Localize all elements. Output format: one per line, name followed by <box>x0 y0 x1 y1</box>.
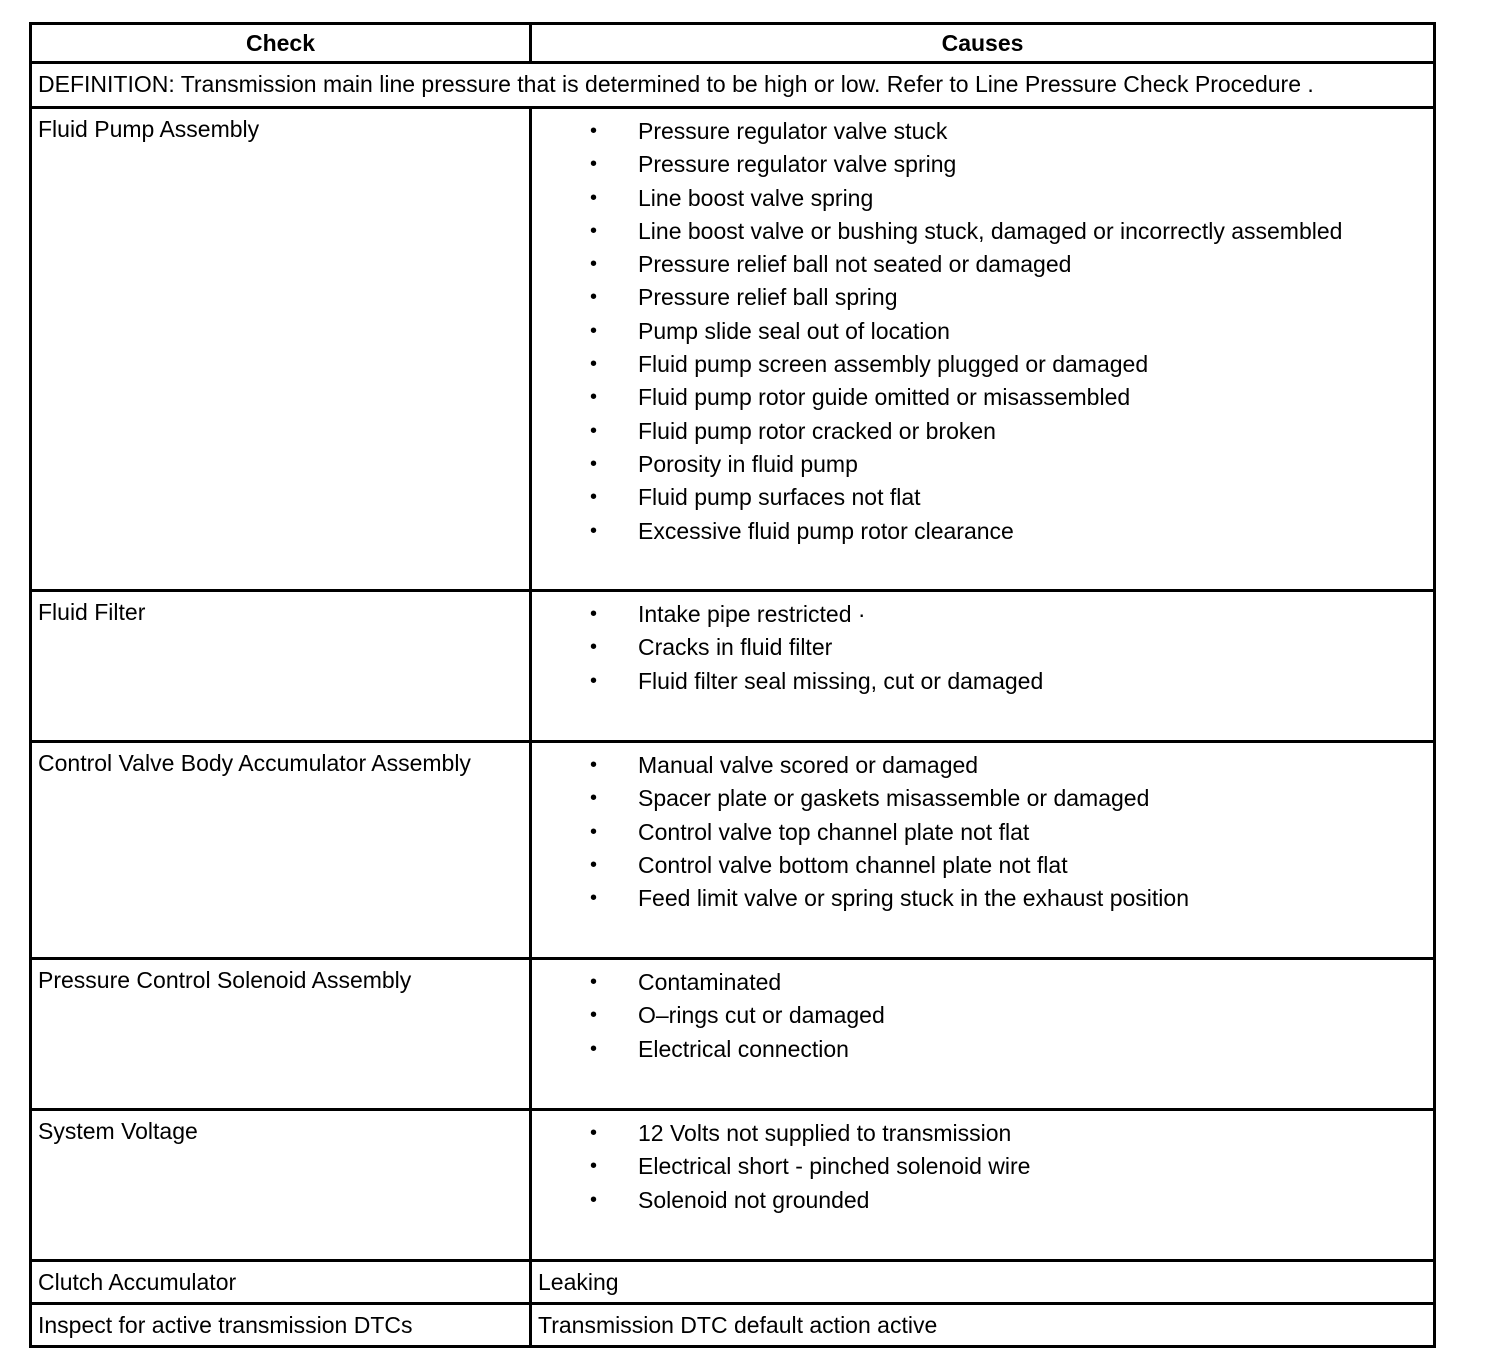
check-cell: Pressure Control Solenoid Assembly <box>31 959 531 1110</box>
causes-cell <box>531 1110 1435 1261</box>
cause-item <box>532 248 1433 281</box>
bullet-icon: • <box>590 1122 598 1144</box>
causes-cell <box>531 591 1435 742</box>
causes-cell <box>531 742 1435 959</box>
bullet-icon: • <box>590 386 598 409</box>
cause-text: O–rings cut or damaged <box>638 1002 885 1029</box>
cause-item <box>532 882 1433 915</box>
bullet-icon: • <box>590 1004 598 1027</box>
cause-item <box>532 481 1433 514</box>
bullet-icon: • <box>590 452 598 475</box>
cause-item <box>532 749 1433 782</box>
cause-item <box>532 631 1433 664</box>
cause-text: 12 Volts not supplied to transmission <box>638 1120 1012 1146</box>
cause-item <box>532 415 1433 448</box>
definition-row <box>31 63 1435 108</box>
cause-text: Fluid filter seal missing, cut or damaged <box>638 667 1044 694</box>
bullet-icon: • <box>590 186 598 209</box>
bullet-icon: • <box>590 153 598 176</box>
cause-text: Pressure regulator valve spring <box>638 151 957 178</box>
cause-text: Electrical short - pinched solenoid wire <box>638 1153 1031 1180</box>
causes-header: Causes <box>531 24 1435 63</box>
bullet-icon: • <box>590 120 598 142</box>
cause-item <box>532 665 1433 698</box>
bullet-icon: • <box>590 787 598 810</box>
bullet-icon: • <box>590 519 598 542</box>
check-cell: Fluid Pump Assembly <box>31 108 531 591</box>
cause-text: Pressure regulator valve stuck <box>638 118 948 144</box>
cause-text: Pressure relief ball not seated or damaged <box>638 251 1072 278</box>
cause-text: Feed limit valve or spring stuck in the exhaust position <box>638 885 1189 912</box>
bullet-icon: • <box>590 754 598 776</box>
bullet-icon: • <box>590 253 598 276</box>
cause-text: Porosity in fluid pump <box>638 450 858 477</box>
bullet-icon: • <box>590 853 598 876</box>
cause-cell: Transmission DTC default action active <box>531 1304 1435 1347</box>
bullet-icon: • <box>590 1037 598 1060</box>
bullet-icon: • <box>590 219 598 242</box>
bullet-icon: • <box>590 286 598 309</box>
cause-text: Fluid pump rotor guide omitted or misassembled <box>638 384 1131 411</box>
cause-text: Electrical connection <box>638 1035 849 1062</box>
check-header: Check <box>31 24 531 63</box>
bullet-icon: • <box>590 636 598 659</box>
causes-list <box>532 960 1433 1066</box>
check-cell: System Voltage <box>31 1110 531 1261</box>
cause-text: Line boost valve spring <box>638 184 874 211</box>
table-row-pressure-control <box>31 959 1435 1110</box>
cause-text: Fluid pump surfaces not flat <box>638 484 921 511</box>
causes-list <box>532 592 1433 698</box>
table-row-clutch-accumulator <box>31 1261 1435 1304</box>
cause-text: Fluid pump rotor cracked or broken <box>638 417 996 444</box>
table-row-fluid-filter <box>31 591 1435 742</box>
bullet-icon: • <box>590 669 598 692</box>
cause-item <box>532 1033 1433 1066</box>
cause-item <box>532 281 1433 314</box>
definition-text: DEFINITION: Transmission main line pressure that is determined to be high or low. Refer to Line Pressure Check Procedure . <box>31 63 1435 108</box>
cause-text: Excessive fluid pump rotor clearance <box>638 517 1014 544</box>
check-cell: Fluid Filter <box>31 591 531 742</box>
cause-item <box>532 999 1433 1032</box>
cause-text: Solenoid not grounded <box>638 1186 870 1213</box>
cause-text: Line boost valve or bushing stuck, damaged or incorrectly assembled <box>638 217 1343 244</box>
cause-item <box>532 348 1433 381</box>
cause-text: Manual valve scored or damaged <box>638 752 979 778</box>
cause-item <box>532 1184 1433 1217</box>
bullet-icon: • <box>590 1155 598 1178</box>
bullet-icon: • <box>590 971 598 993</box>
cause-item <box>532 515 1433 548</box>
bullet-icon: • <box>590 319 598 342</box>
check-cell: Clutch Accumulator <box>31 1261 531 1304</box>
diagnosis-table <box>29 22 1436 1348</box>
cause-text: Pump slide seal out of location <box>638 317 950 344</box>
cause-item <box>532 598 1433 631</box>
bullet-icon: • <box>590 820 598 843</box>
cause-item <box>532 315 1433 348</box>
cause-item <box>532 381 1433 414</box>
cause-item <box>532 1150 1433 1183</box>
causes-cell <box>531 108 1435 591</box>
cause-item <box>532 148 1433 181</box>
bullet-icon: • <box>590 353 598 376</box>
cause-text: Fluid pump screen assembly plugged or damaged <box>638 351 1149 378</box>
causes-list <box>532 743 1433 915</box>
causes-list <box>532 1111 1433 1217</box>
bullet-icon: • <box>590 887 598 910</box>
cause-text: Pressure relief ball spring <box>638 284 898 311</box>
cause-text: Intake pipe restricted · <box>638 601 866 627</box>
cause-item <box>532 816 1433 849</box>
cause-item <box>532 215 1433 248</box>
cause-item <box>532 966 1433 999</box>
table-row-fluid-pump <box>31 108 1435 591</box>
bullet-icon: • <box>590 603 598 625</box>
cause-item <box>532 115 1433 148</box>
causes-list <box>532 109 1433 548</box>
check-cell: Control Valve Body Accumulator Assembly <box>31 742 531 959</box>
cause-item <box>532 1117 1433 1150</box>
cause-text: Contaminated <box>638 969 782 995</box>
cause-item <box>532 849 1433 882</box>
cause-item <box>532 448 1433 481</box>
cause-text: Control valve top channel plate not flat <box>638 818 1030 845</box>
cause-text: Control valve bottom channel plate not flat <box>638 851 1068 878</box>
cause-cell: Leaking <box>531 1261 1435 1304</box>
cause-text: Cracks in fluid filter <box>638 634 833 661</box>
causes-cell <box>531 959 1435 1110</box>
cause-item <box>532 182 1433 215</box>
bullet-icon: • <box>590 419 598 442</box>
cause-item <box>532 782 1433 815</box>
bullet-icon: • <box>590 1188 598 1211</box>
bullet-icon: • <box>590 486 598 509</box>
table-row-system-voltage <box>31 1110 1435 1261</box>
check-cell: Inspect for active transmission DTCs <box>31 1304 531 1347</box>
header-row <box>31 24 1435 63</box>
cause-text: Spacer plate or gaskets misassemble or damaged <box>638 785 1150 812</box>
table-row-dtcs <box>31 1304 1435 1347</box>
table-row-control-valve <box>31 742 1435 959</box>
